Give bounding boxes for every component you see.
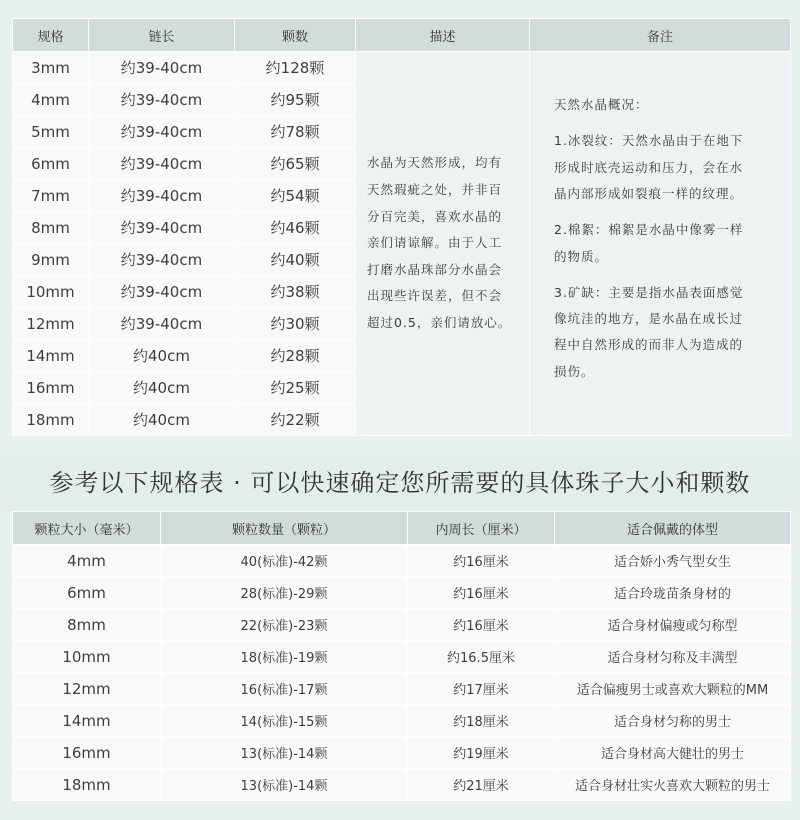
size-cell: 8mm bbox=[13, 212, 89, 244]
body-type-cell: 适合身材匀称及丰满型 bbox=[555, 641, 791, 673]
length-cell: 约39-40cm bbox=[89, 148, 235, 180]
note-line: 2.棉絮：棉絮是水晶中像雾一样 bbox=[554, 222, 744, 238]
length-cell: 约40cm bbox=[89, 404, 235, 436]
size-cell: 16mm bbox=[13, 372, 89, 404]
note-line: 损伤。 bbox=[554, 363, 595, 379]
bead-size-cell: 14mm bbox=[13, 705, 161, 737]
bead-count-cell: 28(标准)-29颗 bbox=[161, 577, 408, 609]
length-cell: 约40cm bbox=[89, 372, 235, 404]
table-row bbox=[13, 577, 791, 609]
note-item bbox=[554, 217, 778, 270]
count-cell: 约30颗 bbox=[235, 308, 356, 340]
body-type-cell: 适合身材偏瘦或匀称型 bbox=[555, 609, 791, 641]
note-line: 1.冰裂纹：天然水晶由于在地下 bbox=[554, 133, 744, 149]
note-line: 程中自然形成的而非人为造成的 bbox=[554, 337, 744, 353]
count-cell: 约46颗 bbox=[235, 212, 356, 244]
size-guide-table bbox=[12, 511, 791, 801]
count-cell: 约95颗 bbox=[235, 84, 356, 116]
header-body-type: 适合佩戴的体型 bbox=[555, 512, 791, 545]
bead-count-cell: 40(标准)-42颗 bbox=[161, 545, 408, 577]
circumference-cell: 约19厘米 bbox=[408, 737, 555, 769]
table-row bbox=[13, 52, 791, 84]
circumference-cell: 约16厘米 bbox=[408, 609, 555, 641]
bead-count-cell: 14(标准)-15颗 bbox=[161, 705, 408, 737]
count-cell: 约22颗 bbox=[235, 404, 356, 436]
notes-text bbox=[530, 92, 790, 385]
header-length: 链长 bbox=[89, 19, 235, 52]
body-type-cell: 适合身材匀称的男士 bbox=[555, 705, 791, 737]
note-item bbox=[554, 280, 778, 385]
bead-count-cell: 13(标准)-14颗 bbox=[161, 737, 408, 769]
header-notes: 备注 bbox=[530, 19, 791, 52]
circumference-cell: 约16厘米 bbox=[408, 545, 555, 577]
description-cell bbox=[356, 52, 530, 436]
description-line: 水晶为天然形成，均有 bbox=[367, 155, 503, 171]
size-cell: 10mm bbox=[13, 276, 89, 308]
table-row bbox=[13, 705, 791, 737]
length-cell: 约39-40cm bbox=[89, 244, 235, 276]
circumference-cell: 约17厘米 bbox=[408, 673, 555, 705]
note-line: 像坑洼的地方，是水晶在成长过 bbox=[554, 311, 744, 327]
count-cell: 约40颗 bbox=[235, 244, 356, 276]
description-line: 亲们请谅解。由于人工 bbox=[367, 235, 503, 251]
circumference-cell: 约18厘米 bbox=[408, 705, 555, 737]
description-text bbox=[356, 150, 529, 336]
header-circumference: 内周长（厘米） bbox=[408, 512, 555, 545]
bead-count-cell: 13(标准)-14颗 bbox=[161, 769, 408, 801]
bead-count-cell: 18(标准)-19颗 bbox=[161, 641, 408, 673]
count-cell: 约54颗 bbox=[235, 180, 356, 212]
description-line: 超过0.5，亲们请放心。 bbox=[367, 314, 512, 330]
count-cell: 约38颗 bbox=[235, 276, 356, 308]
note-line: 的物质。 bbox=[554, 248, 609, 264]
header-size: 规格 bbox=[13, 19, 89, 52]
table-row bbox=[13, 609, 791, 641]
table-row bbox=[13, 545, 791, 577]
spec-table bbox=[12, 18, 791, 436]
note-line: 3.矿缺：主要是指水晶表面感觉 bbox=[554, 284, 744, 300]
description-line: 打磨水晶珠部分水晶会 bbox=[367, 261, 503, 277]
size-cell: 4mm bbox=[13, 84, 89, 116]
note-line: 晶内部形成如裂痕一样的纹理。 bbox=[554, 185, 744, 201]
body-type-cell: 适合偏瘦男士或喜欢大颗粒的MM bbox=[555, 673, 791, 705]
length-cell: 约40cm bbox=[89, 340, 235, 372]
count-cell: 约78颗 bbox=[235, 116, 356, 148]
count-cell: 约25颗 bbox=[235, 372, 356, 404]
bead-size-cell: 16mm bbox=[13, 737, 161, 769]
header-count: 颗数 bbox=[235, 19, 356, 52]
size-cell: 14mm bbox=[13, 340, 89, 372]
note-item bbox=[554, 128, 778, 207]
size-cell: 7mm bbox=[13, 180, 89, 212]
size-cell: 9mm bbox=[13, 244, 89, 276]
header-description: 描述 bbox=[356, 19, 530, 52]
body-type-cell: 适合娇小秀气型女生 bbox=[555, 545, 791, 577]
length-cell: 约39-40cm bbox=[89, 180, 235, 212]
circumference-cell: 约21厘米 bbox=[408, 769, 555, 801]
description-line: 分百完美，喜欢水晶的 bbox=[367, 208, 503, 224]
body-type-cell: 适合身材高大健壮的男士 bbox=[555, 737, 791, 769]
table-row bbox=[13, 673, 791, 705]
body-type-cell: 适合身材壮实火喜欢大颗粒的男士 bbox=[555, 769, 791, 801]
length-cell: 约39-40cm bbox=[89, 308, 235, 340]
bead-size-cell: 12mm bbox=[13, 673, 161, 705]
size-cell: 18mm bbox=[13, 404, 89, 436]
bead-size-cell: 18mm bbox=[13, 769, 161, 801]
bead-size-cell: 6mm bbox=[13, 577, 161, 609]
size-cell: 6mm bbox=[13, 148, 89, 180]
description-line: 出现些许误差，但不会 bbox=[367, 288, 503, 304]
count-cell: 约65颗 bbox=[235, 148, 356, 180]
size-cell: 12mm bbox=[13, 308, 89, 340]
bead-size-cell: 4mm bbox=[13, 545, 161, 577]
length-cell: 约39-40cm bbox=[89, 52, 235, 84]
table-row bbox=[13, 769, 791, 801]
table-row bbox=[13, 641, 791, 673]
notes-title: 天然水晶概况： bbox=[554, 97, 649, 113]
length-cell: 约39-40cm bbox=[89, 84, 235, 116]
circumference-cell: 约16厘米 bbox=[408, 577, 555, 609]
note-line: 形成时底壳运动和压力，会在水 bbox=[554, 159, 744, 175]
bead-count-cell: 22(标准)-23颗 bbox=[161, 609, 408, 641]
bead-size-cell: 10mm bbox=[13, 641, 161, 673]
length-cell: 约39-40cm bbox=[89, 116, 235, 148]
description-line: 天然瑕疵之处，并非百 bbox=[367, 182, 503, 198]
count-cell: 约128颗 bbox=[235, 52, 356, 84]
bead-count-cell: 16(标准)-17颗 bbox=[161, 673, 408, 705]
size-cell: 5mm bbox=[13, 116, 89, 148]
table-header-row bbox=[13, 512, 791, 545]
count-cell: 约28颗 bbox=[235, 340, 356, 372]
notes-cell bbox=[530, 52, 791, 436]
bead-size-cell: 8mm bbox=[13, 609, 161, 641]
header-bead-size: 颗粒大小（毫米） bbox=[13, 512, 161, 545]
size-cell: 3mm bbox=[13, 52, 89, 84]
section-banner: 参考以下规格表 · 可以快速确定您所需要的具体珠子大小和颗数 bbox=[0, 455, 800, 511]
circumference-cell: 约16.5厘米 bbox=[408, 641, 555, 673]
length-cell: 约39-40cm bbox=[89, 276, 235, 308]
length-cell: 约39-40cm bbox=[89, 212, 235, 244]
table-row bbox=[13, 737, 791, 769]
header-bead-count: 颗粒数量（颗粒） bbox=[161, 512, 408, 545]
table-header-row bbox=[13, 19, 791, 52]
body-type-cell: 适合玲珑苗条身材的 bbox=[555, 577, 791, 609]
